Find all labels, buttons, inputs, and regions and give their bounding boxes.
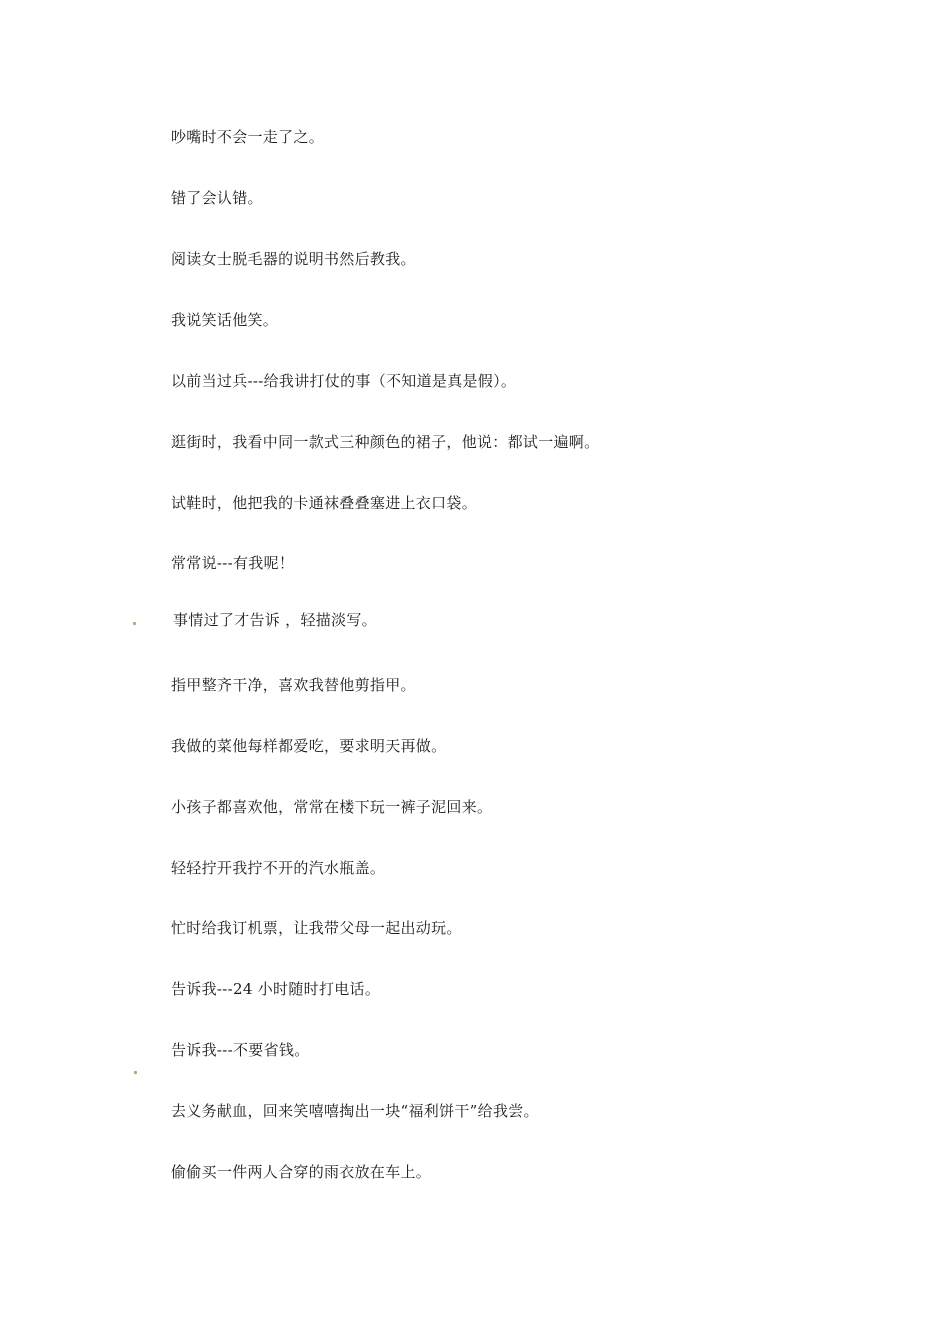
text-line: 去义务献血，回来笑嘻嘻掏出一块“福利饼干”给我尝。 (171, 1102, 539, 1120)
text-line: 小孩子都喜欢他，常常在楼下玩一裤子泥回来。 (171, 798, 493, 816)
text-line: 逛街时，我看中同一款式三种颜色的裙子，他说：都试一遍啊。 (171, 433, 600, 451)
text-line: 我做的菜他每样都爱吃，要求明天再做。 (171, 737, 447, 755)
text-line: 阅读女士脱毛器的说明书然后教我。 (171, 250, 416, 268)
text-line: 以前当过兵---给我讲打仗的事（不知道是真是假）。 (171, 372, 517, 390)
text-line: 错了会认错。 (171, 189, 263, 207)
text-line: 告诉我---24 小时随时打电话。 (171, 980, 381, 998)
text-line: 告诉我---不要省钱。 (171, 1041, 310, 1059)
text-line: 忙时给我订机票，让我带父母一起出动玩。 (171, 919, 462, 937)
text-line: 我说笑话他笑。 (171, 311, 279, 329)
text-line: 试鞋时，他把我的卡通袜叠叠塞进上衣口袋。 (171, 494, 478, 512)
text-line: 偷偷买一件两人合穿的雨衣放在车上。 (171, 1163, 432, 1181)
text-line: 指甲整齐干净，喜欢我替他剪指甲。 (171, 676, 416, 694)
marker-dot (133, 622, 136, 625)
text-line: 常常说---有我呢！ (171, 554, 295, 572)
text-line: 事情过了才告诉 ，轻描淡写。 (173, 611, 377, 629)
text-line: 吵嘴时不会一走了之。 (171, 128, 325, 146)
text-line: 轻轻拧开我拧不开的汽水瓶盖。 (171, 859, 386, 877)
marker-dot (134, 1071, 137, 1074)
